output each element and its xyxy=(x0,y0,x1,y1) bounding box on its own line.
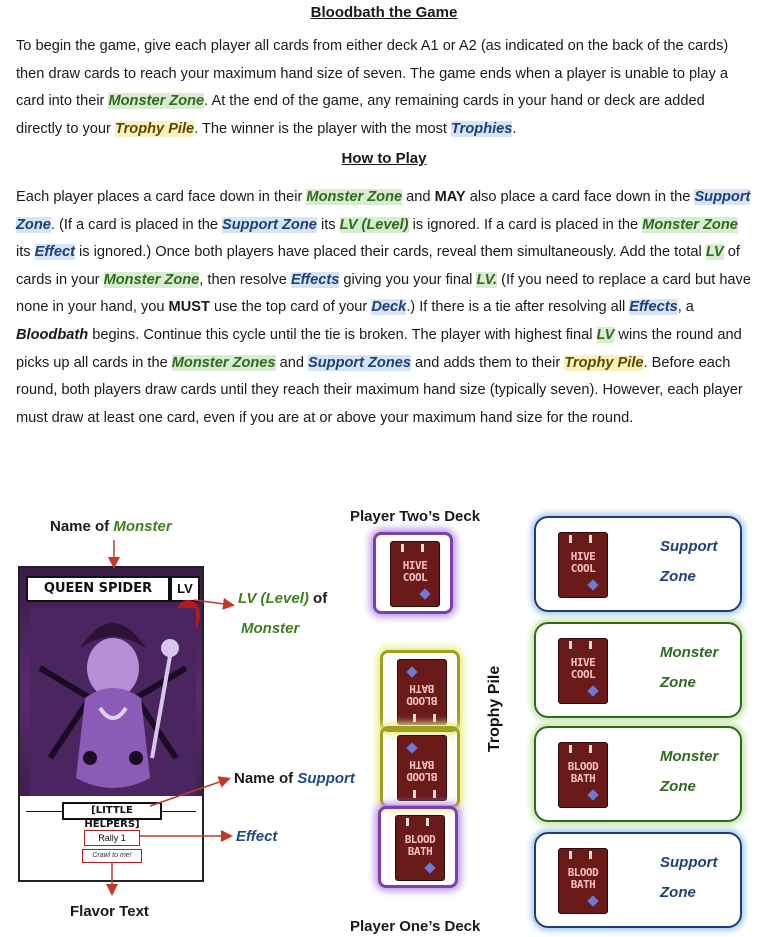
zone-label: Zone xyxy=(660,884,696,901)
text: is ignored. If a card is placed in the xyxy=(408,216,643,233)
term-support-zones: Support Zones xyxy=(308,354,411,371)
zone-label: Monster xyxy=(660,748,719,765)
term-lv: LV. xyxy=(476,271,498,288)
term-support-zone: Support Zone xyxy=(222,216,317,233)
text: and xyxy=(402,189,435,205)
text: (If you need to replace a card but have none in your hand, you xyxy=(16,271,751,316)
text: begins. Continue this cycle until the tie is broken. The player with highest final xyxy=(88,326,597,343)
term-monster-zone: Monster Zone xyxy=(306,189,403,205)
term-effects: Effects xyxy=(629,299,678,316)
text: Monster xyxy=(113,518,172,535)
text: its xyxy=(316,216,340,233)
term-effect: Effect xyxy=(34,244,75,261)
text: . (If a card is placed in the xyxy=(50,216,223,233)
text: of xyxy=(308,590,328,607)
term-trophies: Trophies xyxy=(451,120,513,137)
card-back-text: COOL xyxy=(570,562,596,575)
text: use the top card of your xyxy=(209,299,372,316)
text: also place a card face down in the xyxy=(465,189,695,205)
text: giving you your final xyxy=(339,271,477,288)
card-name: QUEEN SPIDER xyxy=(26,576,170,602)
text: To begin the game, give each player all cards from either deck A1 or A2 (as indicated on the back of the cards) then draw cards to reach your maximum hand size of seven. The game ends when a player is unable to play a card into their xyxy=(16,38,729,109)
text: Support xyxy=(297,770,355,787)
term-deck: Deck xyxy=(371,299,407,316)
card-back-text: BATH xyxy=(570,878,596,891)
player-one-deck-label: Player One’s Deck xyxy=(350,918,481,935)
text: its xyxy=(16,244,35,261)
card-back-text: BLOOD xyxy=(406,770,438,783)
term-support-zone: Support Zone xyxy=(16,189,751,233)
lv-monster-label: Monster xyxy=(241,620,300,637)
card-back-text: HIVE xyxy=(570,656,596,669)
text: . Before each round, both players draw cards until they reach their maximum hand size (typically seven). However, each player must draw at least one card, even if you are at or above your maximum hand size for the round. xyxy=(16,354,743,426)
zone-label: Zone xyxy=(660,568,696,585)
arrow-support xyxy=(150,779,228,806)
card-back-text: BLOOD xyxy=(404,833,436,846)
text: , then resolve xyxy=(199,271,291,288)
term-trophy-pile: Trophy Pile xyxy=(564,354,644,371)
term-lv-level: LV (Level) xyxy=(339,216,409,233)
term-monster-zone: Monster Zone xyxy=(108,93,205,109)
term-monster-zone: Monster Zone xyxy=(642,216,738,233)
card-back-text: BATH xyxy=(570,772,596,785)
arrow-lv xyxy=(194,600,232,605)
text: . At the end of the game, any remaining cards in your hand or deck are added directly to your xyxy=(16,93,705,137)
card-back-text: BATH xyxy=(409,758,435,771)
effect-label: Effect xyxy=(236,828,278,845)
term-effects: Effects xyxy=(290,271,340,288)
card-back-text: HIVE xyxy=(570,550,596,563)
card-back-text: BATH xyxy=(407,845,433,858)
term-lv: LV xyxy=(596,326,615,343)
card-back-text: BATH xyxy=(409,682,435,695)
text: Each player places a card face down in their xyxy=(16,189,307,205)
term-lv: LV xyxy=(705,244,724,261)
how-to-play-heading: How to Play xyxy=(341,150,427,167)
flavor-text-label: Flavor Text xyxy=(70,903,149,920)
card-back-text: BLOOD xyxy=(567,866,599,879)
term-must: MUST xyxy=(168,299,210,316)
text: . The winner is the player with the most xyxy=(194,120,452,137)
zone-label: Support xyxy=(660,538,718,555)
card-effect: Rally 1 xyxy=(84,830,140,846)
text: of cards in your xyxy=(16,244,740,288)
card-lv-label: LV xyxy=(170,576,200,602)
card-back-text: HIVE xyxy=(402,559,428,572)
card-back-text: BLOOD xyxy=(567,760,599,773)
zone-label: Zone xyxy=(660,778,696,795)
text: Name of xyxy=(50,518,114,535)
zone-label: Zone xyxy=(660,674,696,691)
zone-label: Support xyxy=(660,854,718,871)
card-back-text: COOL xyxy=(402,571,428,584)
term-monster-zone: Monster Zone xyxy=(103,271,200,288)
text: Name of xyxy=(234,770,298,787)
text: .) If there is a tie after resolving all xyxy=(406,299,630,316)
player-two-deck-label: Player Two’s Deck xyxy=(350,508,481,525)
text: LV (Level) xyxy=(238,590,309,607)
text: wins the round and picks up all cards in the xyxy=(16,326,742,371)
term-trophy-pile: Trophy Pile xyxy=(114,120,195,137)
trophy-pile-label: Trophy Pile xyxy=(486,665,503,752)
card-back-text: COOL xyxy=(570,668,596,681)
text: , a xyxy=(677,299,694,316)
page-title: Bloodbath the Game xyxy=(310,4,458,21)
card-back-text: BLOOD xyxy=(406,694,438,707)
term-monster-zones: Monster Zones xyxy=(171,354,276,371)
term-bloodbath: Bloodbath xyxy=(16,326,89,343)
text: and xyxy=(275,354,309,371)
term-may: MAY xyxy=(434,189,466,205)
card-flavor: Crawl to me! xyxy=(82,849,142,863)
text: . xyxy=(512,120,517,137)
card-support-name: [LITTLE HELPERS] xyxy=(62,802,162,820)
text: is ignored.) Once both players have placed their cards, reveal them simultaneously. Add the total xyxy=(74,244,706,261)
zone-label: Monster xyxy=(660,644,719,661)
text: and adds them to their xyxy=(410,354,565,371)
